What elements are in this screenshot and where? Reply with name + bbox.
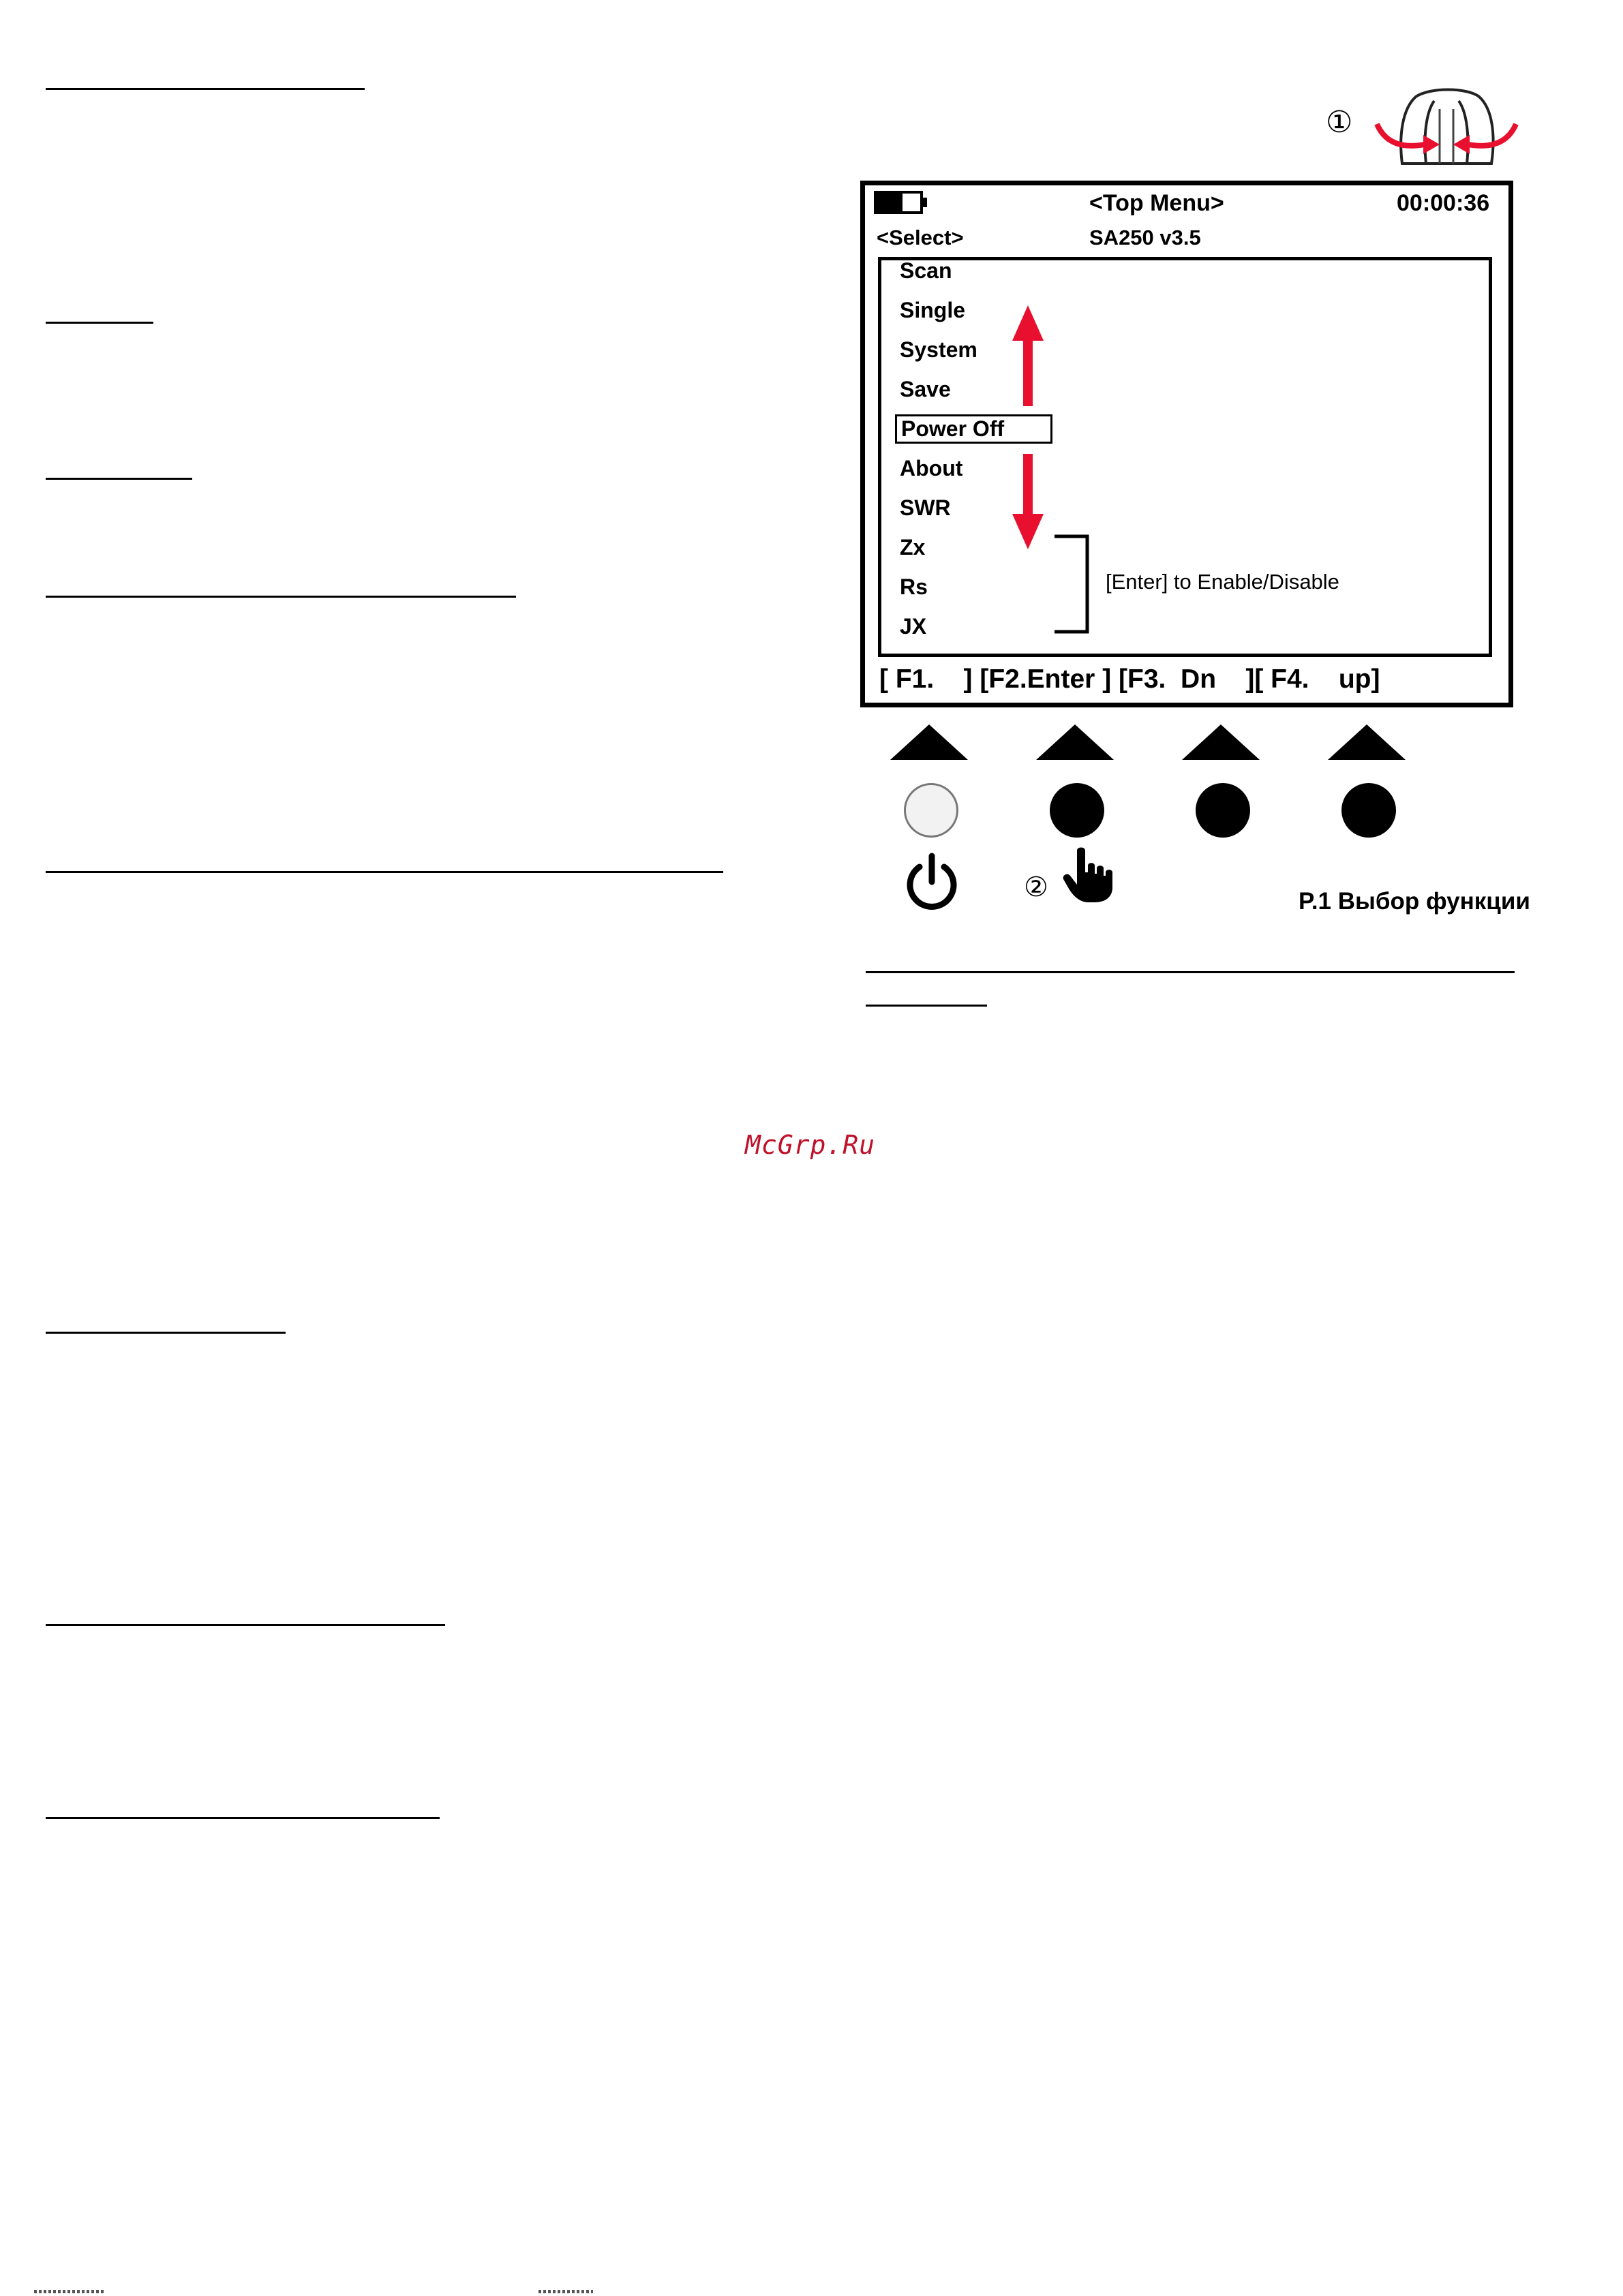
screen-model: SA250 v3.5 [1089,226,1201,249]
arrow-down-icon [1011,454,1045,549]
f3-down-button[interactable] [1196,783,1250,838]
screen-time: 00:00:36 [1397,190,1490,216]
bracket [1053,534,1094,634]
heading-underline-2 [46,322,153,324]
heading-underline-7 [46,1624,445,1626]
heading-underline-6 [46,1332,286,1334]
menu-list-box [878,257,1492,657]
menu-item-zx[interactable]: Zx [900,535,926,560]
menu-item-single[interactable]: Single [900,298,966,322]
power-icon [903,852,960,913]
hand-pointer-icon [1062,845,1117,904]
heading-underline-10 [866,1005,987,1007]
f1-power-button[interactable] [904,783,958,838]
menu-item-save[interactable]: Save [900,377,951,401]
menu-item-jx[interactable]: JX [900,614,927,639]
f2-enter-button[interactable] [1050,783,1104,838]
heading-underline-9 [866,971,1515,973]
screen-title: <Top Menu> [1089,190,1224,216]
f1-triangle [890,724,968,760]
menu-item-scan[interactable]: Scan [900,258,952,283]
page-edge-artifact-right [539,2290,593,2293]
f3-triangle [1182,724,1260,760]
step-marker-1: ① [1326,105,1353,140]
f4-up-button[interactable] [1341,783,1396,838]
menu-item-power-off[interactable]: Power Off [895,414,1052,444]
figure-caption: P.1 Выбор функции [1299,888,1530,915]
heading-underline-8 [46,1817,440,1819]
menu-item-swr[interactable]: SWR [900,495,951,520]
rotary-knob-icon[interactable] [1371,82,1521,177]
menu-item-system[interactable]: System [900,337,977,362]
heading-underline-3 [46,478,192,480]
menu-item-about[interactable]: About [900,456,963,480]
arrow-up-icon [1011,305,1045,406]
f2-triangle [1036,724,1114,760]
f4-triangle [1328,724,1406,760]
battery-icon [874,191,928,214]
page-edge-artifact-left [34,2290,106,2293]
bracket-note: [Enter] to Enable/Disable [1106,570,1339,594]
heading-underline-1 [46,88,365,90]
watermark: McGrp.Ru [745,1130,876,1160]
function-keys-line: [ F1. ] [F2.Enter ] [F3. Dn ][ F4. up] [879,664,1380,694]
heading-underline-5 [46,871,723,873]
menu-item-rs[interactable]: Rs [900,575,928,599]
heading-underline-4 [46,596,516,598]
screen-mode-label: <Select> [877,226,964,249]
step-marker-2: ② [1024,872,1048,903]
